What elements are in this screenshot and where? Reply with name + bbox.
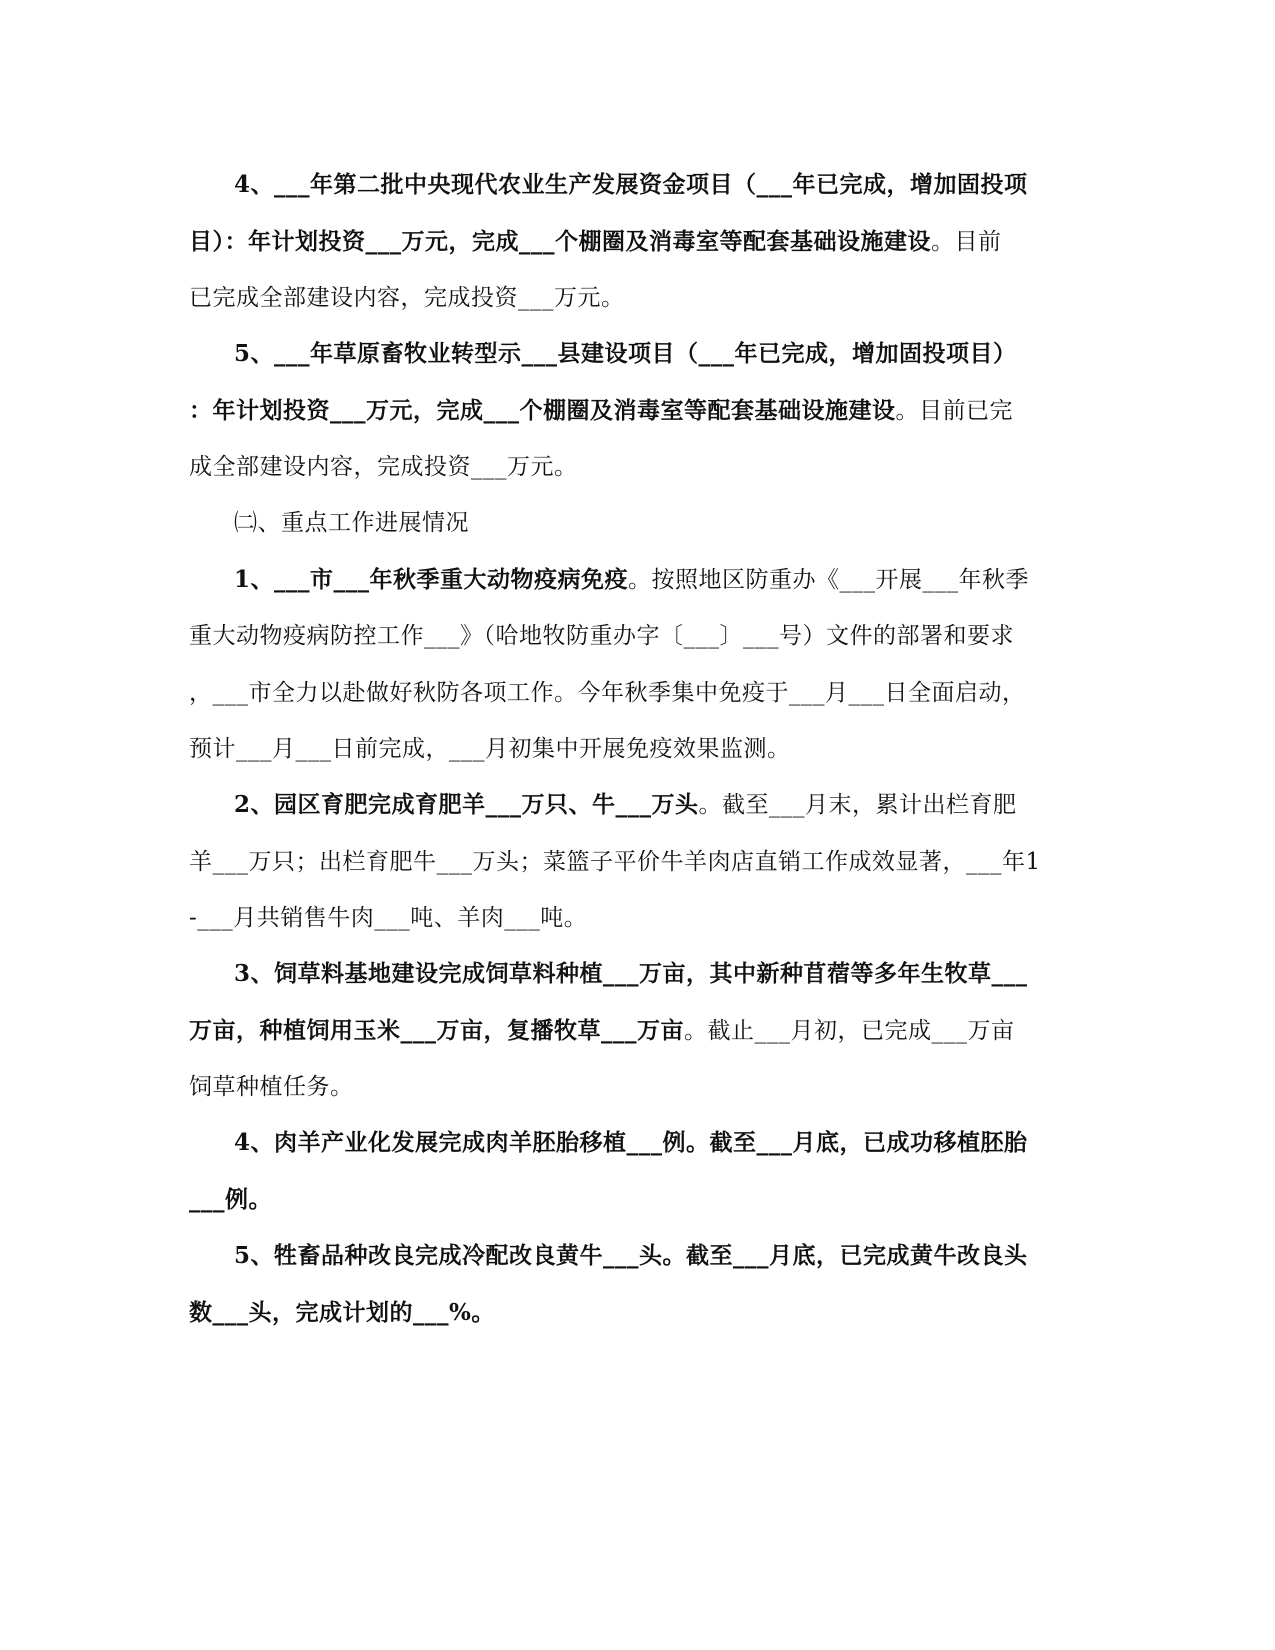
bold-text: 2、园区育肥完成育肥羊___万只、牛___万头 (234, 791, 699, 818)
item-4-line-1 (234, 1128, 1028, 1158)
normal-text: 已完成全部建设内容，完成投资___万元。 (189, 285, 625, 311)
item-1-line-1 (234, 565, 1029, 595)
normal-text: 重大动物疫病防控工作___》（哈地牧防重办字〔___〕___号）文件的部署和要求 (189, 623, 1014, 649)
item-1-line-2 (189, 621, 1014, 651)
item-3-line-3 (189, 1072, 354, 1102)
item-1-line-3 (189, 678, 1026, 708)
bold-text: 5、牲畜品种改良完成冷配改良黄牛___头。截至___月底，已完成黄牛改良头 (234, 1242, 1028, 1269)
bold-text: 数___头，完成计划的___%。 (189, 1299, 495, 1326)
item-2-line-3 (189, 903, 587, 933)
paragraph-4-line-1 (234, 170, 1028, 200)
bold-text: ___例。 (189, 1186, 272, 1213)
item-3-line-1 (234, 959, 1028, 989)
item-4-line-2 (189, 1185, 272, 1215)
normal-text: 。截至___月末，累计出栏育肥 (698, 792, 1017, 818)
item-1-line-4 (189, 734, 791, 764)
bold-text: 4、___年第二批中央现代农业生产发展资金项目（___年已完成，增加固投项 (234, 171, 1028, 198)
paragraph-5-line-3 (189, 452, 578, 482)
bold-text: 4、肉羊产业化发展完成肉羊胚胎移植___例。截至___月底，已成功移植胚胎 (234, 1129, 1028, 1156)
paragraph-4-line-2 (189, 227, 1002, 257)
item-2-line-2 (189, 847, 1041, 877)
bold-text: 万亩，种植饲用玉米___万亩，复播牧草___万亩 (189, 1017, 684, 1044)
normal-text: 羊___万只；出栏育肥牛___万头；菜篮子平价牛羊肉店直销工作成效显著，___年1 (189, 849, 1041, 875)
paragraph-4-line-3 (189, 283, 625, 313)
bold-text: 3、饲草料基地建设完成饲草料种植___万亩，其中新种苜蓿等多年生牧草___ (234, 960, 1028, 987)
item-2-line-1 (234, 790, 1017, 820)
bold-text: 目）：年计划投资___万元，完成___个棚圈及消毒室等配套基础设施建设 (189, 228, 931, 255)
item-5-line-1 (234, 1241, 1028, 1271)
normal-text: ㈡、重点工作进展情况 (234, 510, 469, 536)
normal-text: 。目前 (931, 229, 1002, 255)
normal-text: 成全部建设内容，完成投资___万元。 (189, 454, 578, 480)
normal-text: 。目前已完 (895, 398, 1013, 424)
bold-text: ：年计划投资___万元，完成___个棚圈及消毒室等配套基础设施建设 (189, 397, 896, 424)
normal-text: ，___市全力以赴做好秋防各项工作。今年秋季集中免疫于___月___日全面启动， (189, 680, 1026, 706)
paragraph-5-line-1 (234, 339, 1017, 369)
bold-text: 1、___市___年秋季重大动物疫病免疫 (234, 566, 629, 593)
normal-text: 。截止___月初，已完成___万亩 (684, 1018, 1015, 1044)
normal-text: 饲草种植任务。 (189, 1074, 354, 1100)
bold-text: 5、___年草原畜牧业转型示___县建设项目（___年已完成，增加固投项目） (234, 340, 1017, 367)
normal-text: 预计___月___日前完成，___月初集中开展免疫效果监测。 (189, 736, 791, 762)
paragraph-5-line-2 (189, 396, 1013, 426)
normal-text: -___月共销售牛肉___吨、羊肉___吨。 (189, 905, 588, 931)
item-3-line-2 (189, 1016, 1015, 1046)
item-5-line-2 (189, 1298, 495, 1328)
normal-text: 。按照地区防重办《___开展___年秋季 (628, 567, 1030, 593)
section-heading (234, 508, 469, 538)
